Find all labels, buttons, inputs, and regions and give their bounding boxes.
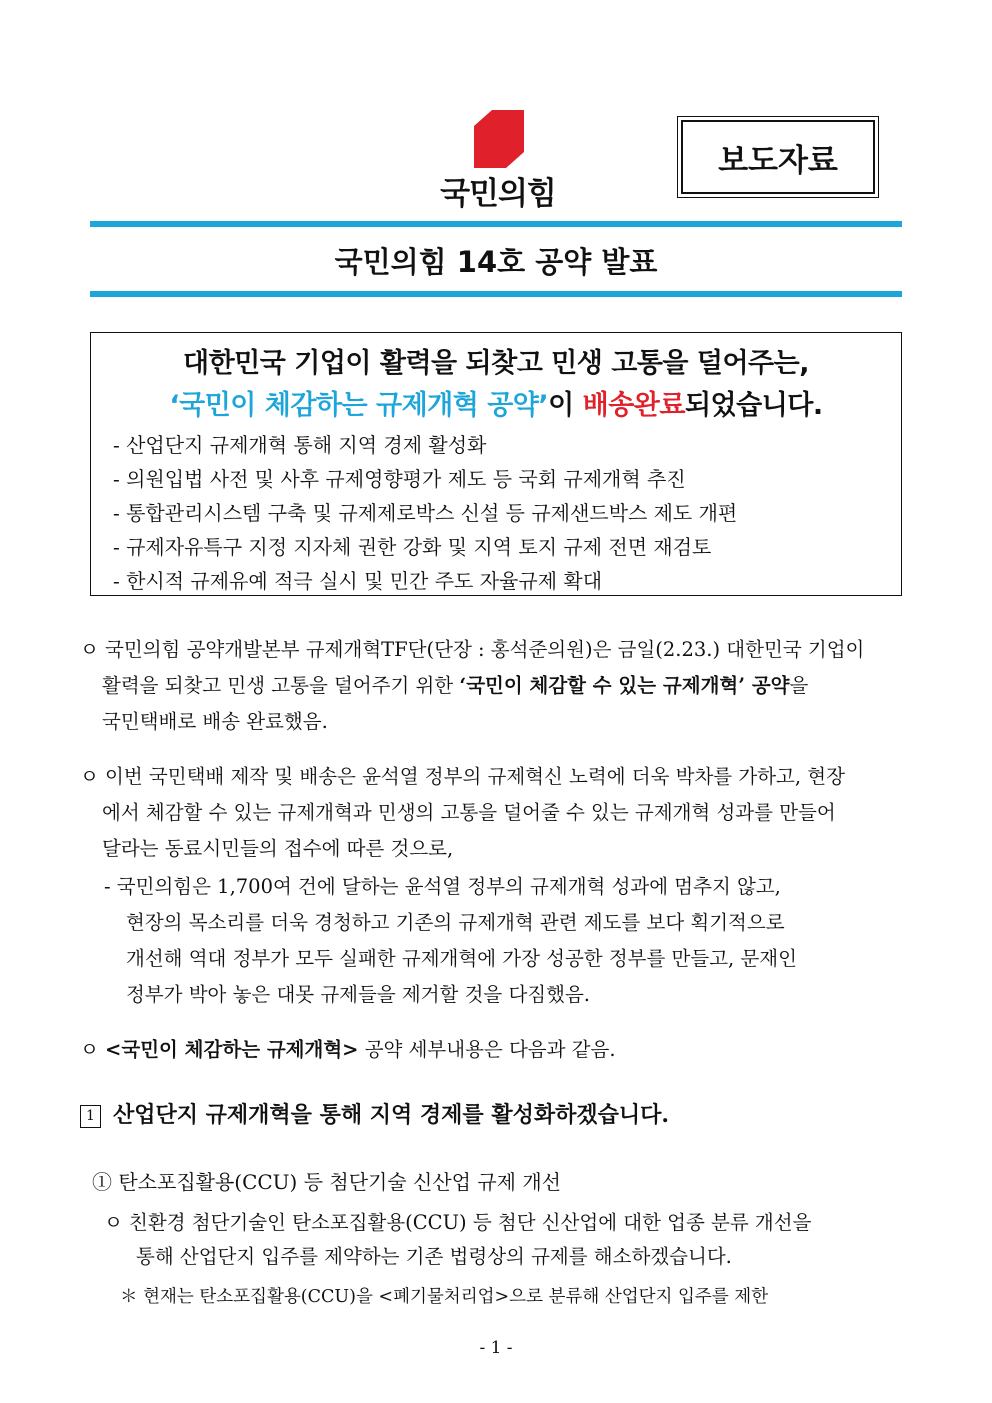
body-paragraph-1-line: 국민택배로 배송 완료했음. bbox=[102, 710, 328, 733]
p1-text-end: 을 bbox=[789, 674, 809, 697]
body-sub-paragraph-line: - 국민의힘은 1,700여 건에 달하는 윤석열 정부의 규제개혁 성과에 멈추지 않고, bbox=[104, 875, 781, 898]
party-logo-icon bbox=[474, 110, 524, 168]
summary-line-1: 대한민국 기업이 활력을 되찾고 민생 고통을 덜어주는, bbox=[183, 348, 809, 379]
body-paragraph-2-line: ㅇ 이번 국민택배 제작 및 배송은 윤석열 정부의 규제혁신 노력에 더욱 박차를 가하고, 현장 bbox=[80, 765, 845, 788]
summary-line-2-end: 되었습니다. bbox=[684, 390, 823, 421]
item-paragraph-line: ㅇ 친환경 첨단기술인 탄소포집활용(CCU) 등 첨단 신산업에 대한 업종 분류 개선을 bbox=[104, 1211, 812, 1234]
body-sub-paragraph-line: 정부가 박아 놓은 대못 규제들을 제거할 것을 다짐했음. bbox=[126, 983, 591, 1006]
page-title: 국민의힘 14호 공약 발표 bbox=[334, 245, 658, 279]
party-logo-text: 국민의힘 bbox=[440, 176, 556, 212]
top-rule bbox=[90, 221, 902, 227]
item-paragraph-line: 통해 산업단지 입주를 제약하는 기존 법령상의 규제를 해소하겠습니다. bbox=[136, 1245, 732, 1268]
p3-bold: <국민이 체감하는 규제개혁> bbox=[105, 1038, 359, 1061]
summary-line-2 bbox=[91, 383, 901, 422]
section-number: 1 bbox=[80, 1105, 101, 1128]
summary-delivered: 배송완료 bbox=[582, 390, 685, 421]
press-release-label: 보도자료 bbox=[681, 120, 875, 194]
p3-rest: 공약 세부내용은 다음과 같음. bbox=[358, 1038, 616, 1061]
section-heading bbox=[80, 1098, 669, 1129]
body-paragraph-2-line: 에서 체감할 수 있는 규제개혁과 민생의 고통을 덜어줄 수 있는 규제개혁 성과를 만들어 bbox=[102, 801, 836, 824]
body-paragraph-1-line: ㅇ 국민의힘 공약개발본부 규제개혁TF단(단장 : 홍석준의원)은 금일(2.23.) 대한민국 기업이 bbox=[80, 638, 865, 661]
p1-text: 활력을 되찾고 민생 고통을 덜어주기 위한 bbox=[102, 674, 460, 697]
summary-line-2-mid: 이 bbox=[548, 390, 583, 421]
summary-item: - 규제자유특구 지정 지자체 권한 강화 및 지역 토지 규제 전면 재검토 bbox=[113, 535, 712, 559]
p3-bullet: ㅇ bbox=[80, 1038, 106, 1061]
summary-item: - 통합관리시스템 구축 및 규제제로박스 신설 등 규제샌드박스 제도 개편 bbox=[113, 501, 738, 525]
summary-pledge-name: ‘국민이 체감하는 규제개혁 공약’ bbox=[169, 390, 549, 421]
summary-box bbox=[90, 332, 902, 596]
body-paragraph-2-line: 달라는 동료시민들의 접수에 따른 것으로, bbox=[102, 837, 454, 860]
summary-item: - 산업단지 규제개혁 통해 지역 경제 활성화 bbox=[113, 433, 487, 457]
body-paragraph-1-line bbox=[102, 676, 808, 696]
body-sub-paragraph-line: 개선해 역대 정부가 모두 실패한 규제개혁에 가장 성공한 정부를 만들고, 문재인 bbox=[126, 947, 797, 970]
body-paragraph-3 bbox=[80, 1040, 616, 1060]
p1-pledge-bold: ‘국민이 체감할 수 있는 규제개혁’ 공약 bbox=[459, 674, 790, 697]
summary-item: - 한시적 규제유예 적극 실시 및 민간 주도 자율규제 확대 bbox=[113, 569, 603, 593]
item-title: ① 탄소포집활용(CCU) 등 첨단기술 신산업 규제 개선 bbox=[92, 1170, 561, 1194]
body-sub-paragraph-line: 현장의 목소리를 더욱 경청하고 기존의 규제개혁 관련 제도를 보다 획기적으로 bbox=[126, 911, 785, 934]
section-title: 산업단지 규제개혁을 통해 지역 경제를 활성화하겠습니다. bbox=[113, 1102, 670, 1128]
page-number: - 1 - bbox=[479, 1338, 513, 1358]
bottom-rule bbox=[90, 291, 902, 297]
summary-item: - 의원입법 사전 및 사후 규제영향평가 제도 등 국회 규제개혁 추진 bbox=[113, 467, 686, 491]
footnote: ＊ 현재는 탄소포집활용(CCU)을 <폐기물처리업>으로 분류해 산업단지 입주를 제한 bbox=[120, 1287, 769, 1307]
